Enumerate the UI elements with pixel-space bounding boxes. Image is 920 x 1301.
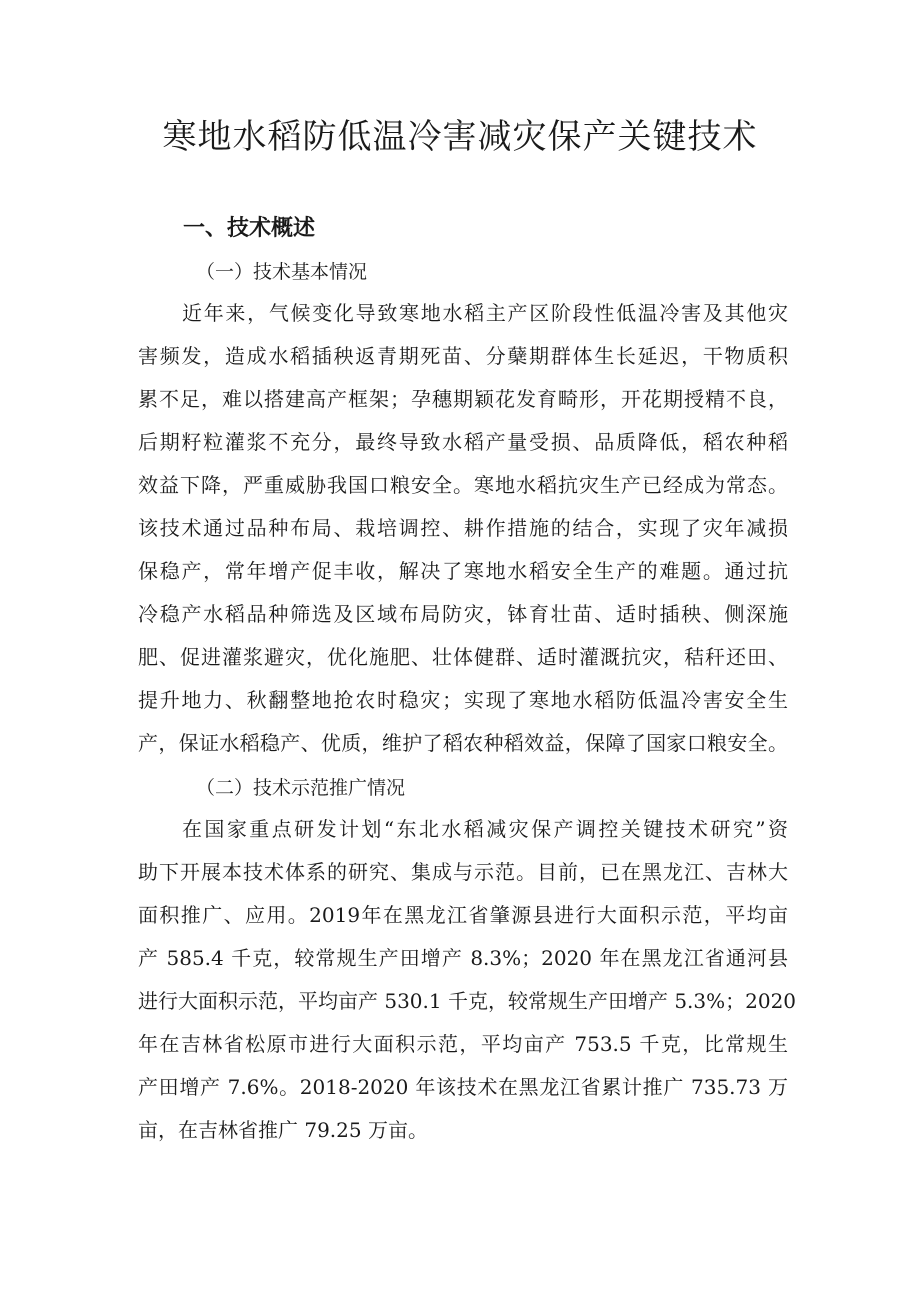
subsection-heading-basic-situation: （一）技术基本情况 [196, 261, 368, 283]
paragraph-line: 在国家重点研发计划“东北水稻减灾保产调控关键技术研究”资 [182, 817, 788, 841]
paragraph-demonstration [138, 808, 797, 1152]
paragraph-line: 产 585.4 千克，较常规生产田增产 8.3%；2020 年在黑龙江省通河县 [138, 946, 788, 970]
paragraph-line: 亩，在吉林省推广 79.25 万亩。 [138, 1118, 428, 1142]
paragraph-line: 助下开展本技术体系的研究、集成与示范。目前，已在黑龙江、吉林大 [138, 860, 788, 884]
paragraph-line: 产田增产 7.6%。2018-2020 年该技术在黑龙江省累计推广 735.73 万 [138, 1075, 788, 1099]
paragraph-line: 后期籽粒灌浆不充分，最终导致水稻产量受损、品质降低，稻农种稻 [138, 430, 788, 454]
paragraph-line: 进行大面积示范，平均亩产 530.1 千克，较常规生产田增产 5.3%；2020 [138, 989, 797, 1013]
paragraph-line: 提升地力、秋翻整地抢农时稳灾；实现了寒地水稻防低温冷害安全生 [138, 688, 788, 712]
paragraph-line: 保稳产，常年增产促丰收，解决了寒地水稻安全生产的难题。通过抗 [138, 559, 788, 583]
document-title: 寒地水稻防低温冷害减灾保产关键技术 [162, 117, 758, 157]
section-heading-overview: 一、技术概述 [183, 216, 316, 241]
paragraph-line: 害频发，造成水稻插秧返青期死苗、分蘖期群体生长延迟，干物质积 [138, 344, 788, 368]
paragraph-line: 年在吉林省松原市进行大面积示范，平均亩产 753.5 千克，比常规生 [138, 1032, 788, 1056]
paragraph-line: 肥、促进灌浆避灾，优化施肥、壮体健群、适时灌溉抗灾，秸秆还田、 [138, 645, 788, 669]
paragraph-line: 效益下降，严重威胁我国口粮安全。寒地水稻抗灾生产已经成为常态。 [138, 473, 788, 497]
paragraph-line: 近年来，气候变化导致寒地水稻主产区阶段性低温冷害及其他灾 [182, 301, 788, 325]
paragraph-line: 该技术通过品种布局、栽培调控、耕作措施的结合，实现了灾年减损 [138, 516, 788, 540]
paragraph-line: 面积推广、应用。2019年在黑龙江省肇源县进行大面积示范，平均亩 [138, 903, 788, 927]
paragraph-line: 产，保证水稻稳产、优质，维护了稻农种稻效益，保障了国家口粮安全。 [138, 731, 788, 755]
paragraph-line: 冷稳产水稻品种筛选及区域布局防灾，钵育壮苗、适时插秧、侧深施 [138, 602, 788, 626]
paragraph-line: 累不足，难以搭建高产框架；孕穗期颖花发育畸形，开花期授精不良， [138, 387, 788, 411]
paragraph-basic-situation [138, 292, 788, 765]
subsection-heading-demonstration: （二）技术示范推广情况 [196, 777, 406, 799]
